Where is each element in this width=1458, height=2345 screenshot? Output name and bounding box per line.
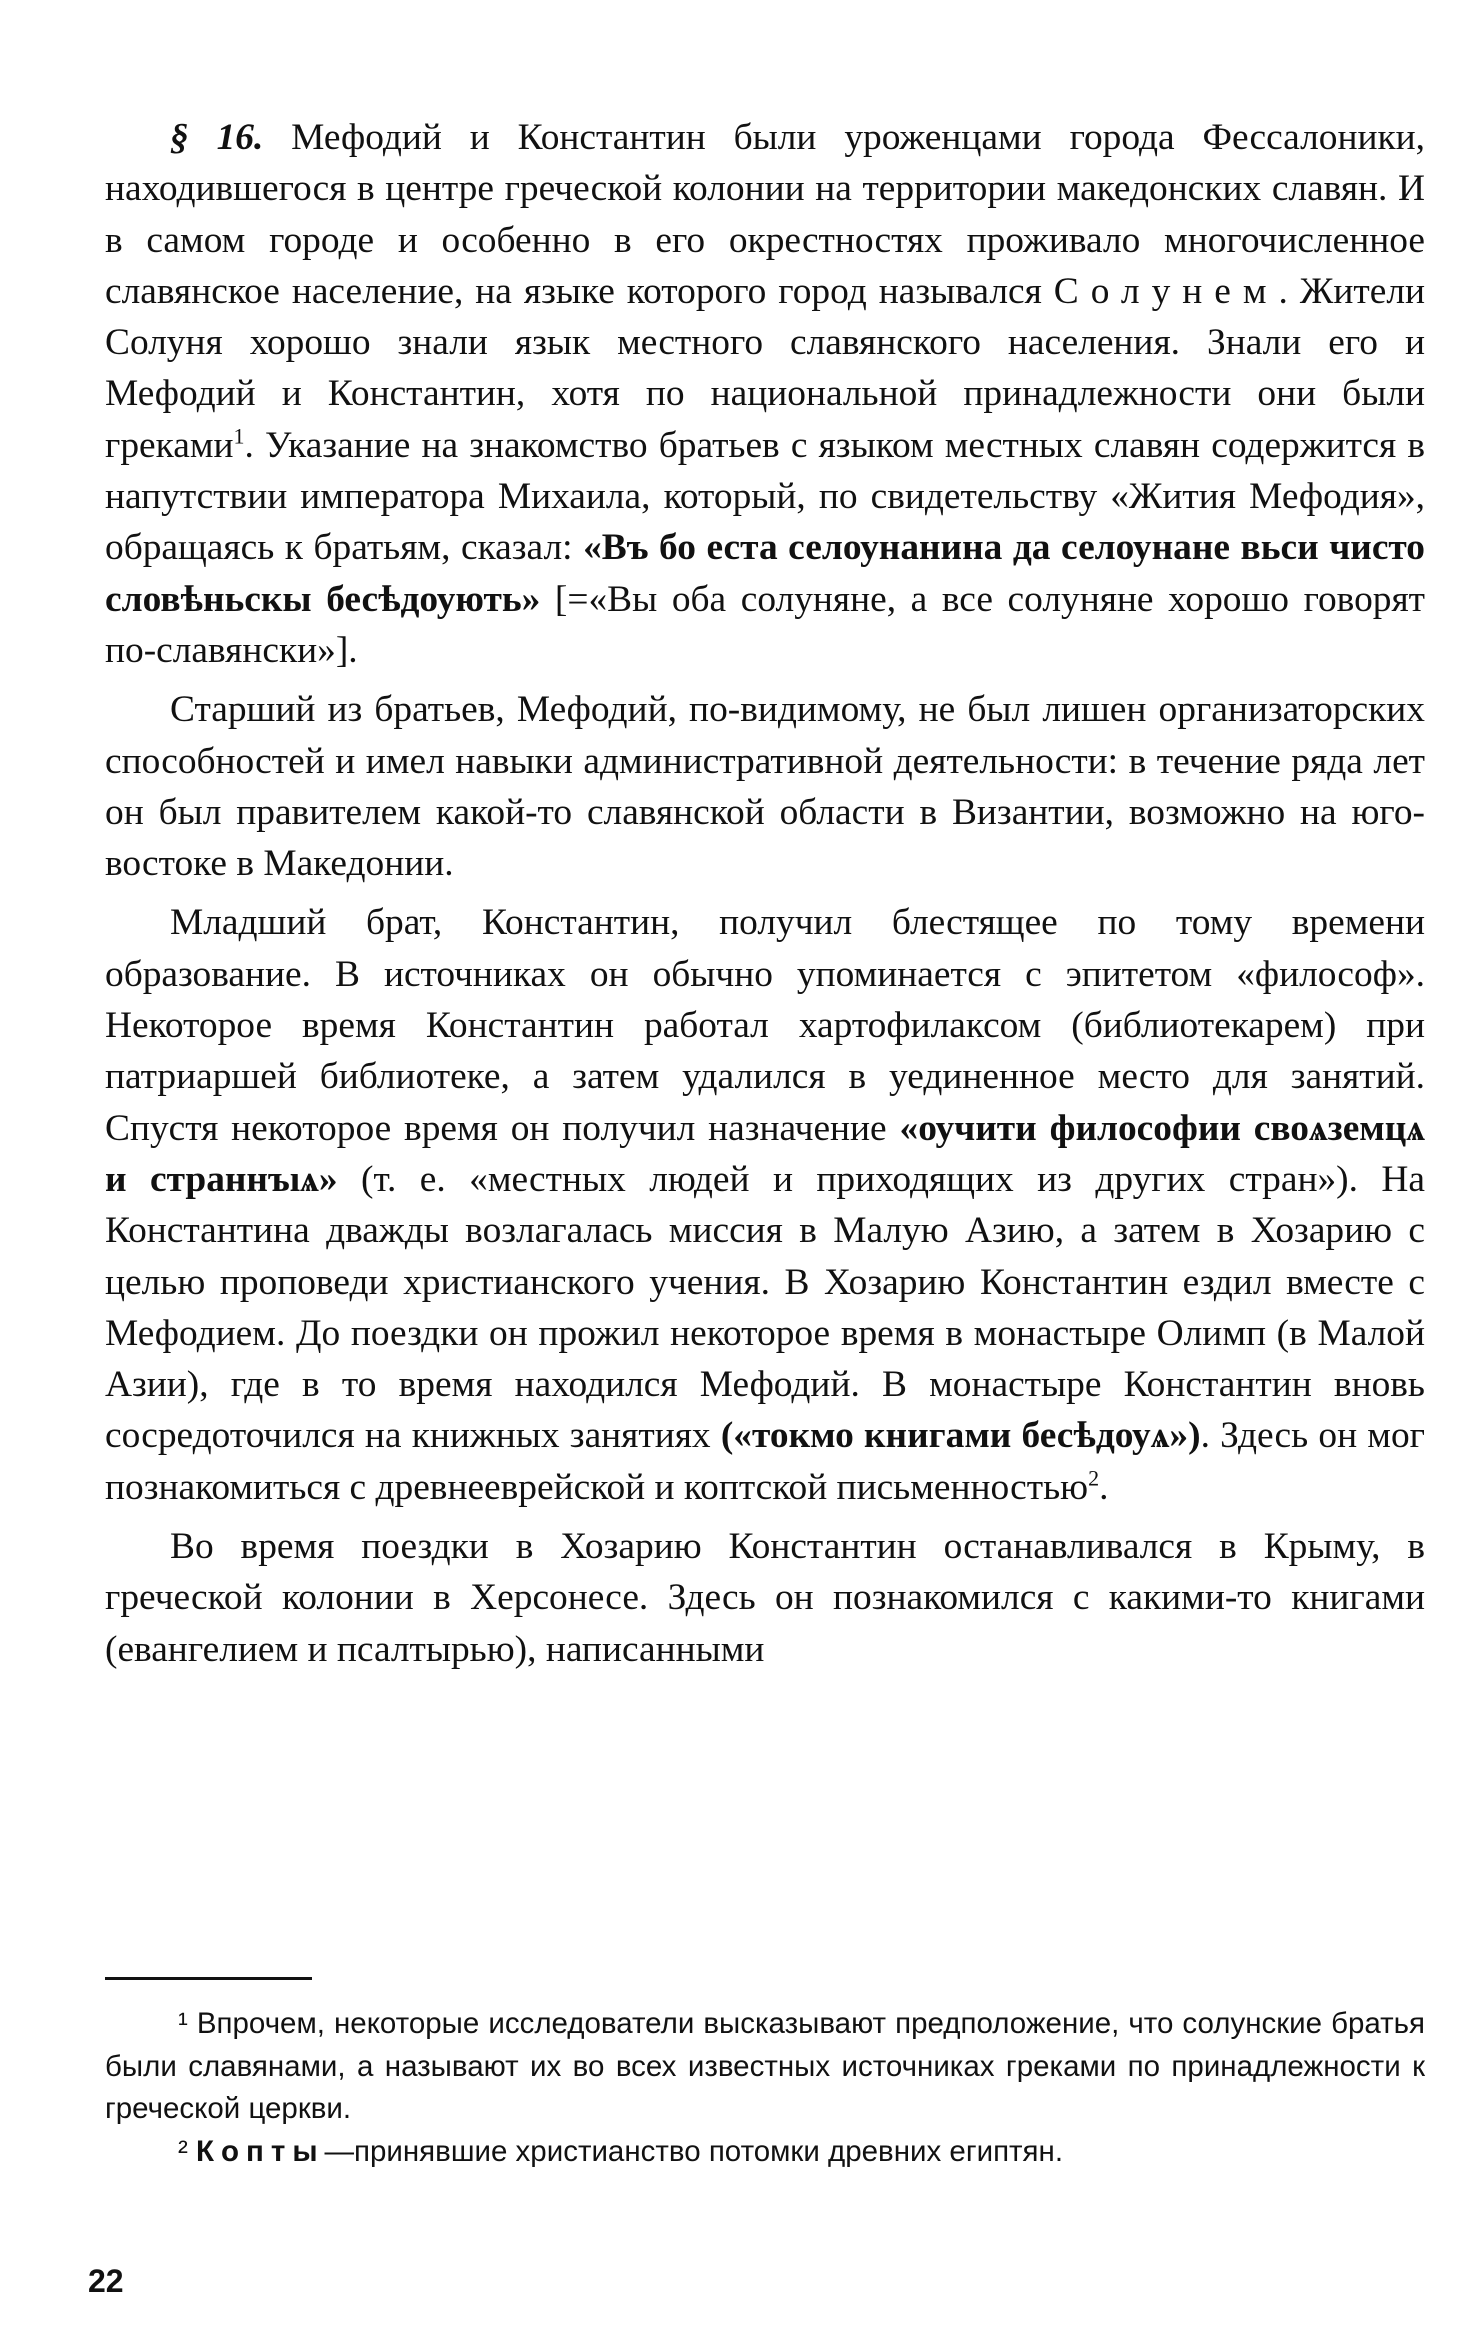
city-name-spaced: Солунем (1053, 270, 1279, 312)
main-text (105, 112, 1425, 1683)
footnote-divider (105, 1977, 312, 1980)
paragraph-2: Старший из братьев, Мефодий, по-видимому, не был лишен организаторских способностей и имел навыки административной деятельности: в течение ряда лет он был правителем какой-то славянской области в Византии, возможно на юго-востоке в Македонии. (105, 689, 1425, 885)
footnotes (105, 2003, 1425, 2173)
slavonic-quote-3: («токмо книгами бесѣдоуѧ») (720, 1415, 1201, 1457)
footnote-2-term: Копты (196, 2134, 325, 2168)
paragraph-3-text-b: (т. е. «местных людей и приходящих из других стран»). На Константина дважды возлагалась миссия в Малую Азию, а затем в Хозарию с целью проповеди христианского учения. В Хозарию Константин ездил вместе с Мефодием. До поездки он прожил некоторое время в монастыре Олимп (в Малой Азии), где в то время находился Мефодий. В монастыре Константин вновь сосредоточился на книжных занятиях (105, 1158, 1426, 1457)
page-number: 22 (88, 2263, 124, 2299)
slavonic-quote-2: «оучити философии своѧземцѧ и страннъıѧ» (105, 1107, 1426, 1200)
paragraph-1-text-c: . Указание на знакомство братьев с языком местных славян содержится в напутствии императора Михаила, который, по свидетельству «Жития Мефодия», обращаясь к братьям, сказал: (105, 424, 1425, 569)
paragraph-1-text-b: . Жители Солуня хорошо знали язык местного славянского населения. Знали его и Мефодий и Константин, хотя по национальной принадлежности они были греками (105, 270, 1425, 466)
footnote-1: ¹ Впрочем, некоторые исследователи высказывают предположение, что солунские братья были славянами, а называют их во всех известных источниках греками по принадлежности к греческой церкви. (105, 2007, 1425, 2125)
footnote-2-text: —принявшие христианство потомки древних египтян. (324, 2134, 1064, 2168)
footnote-2 (105, 2131, 1425, 2174)
slavonic-quote-1: «Въ бо еста селоунанина да селоунане вьси чисто словѣньскы бесѣдоують» (105, 527, 1425, 620)
paragraph-3-text-d: . (1099, 1466, 1109, 1508)
paragraph-3 (105, 897, 1425, 1513)
footnote-2-mark: ² (178, 2134, 188, 2168)
paragraph-1-text-a: Мефодий и Константин были уроженцами города Фессалоники, находившегося в центре греческой колонии на территории македонских славян. И в самом городе и особенно в его окрестностях проживало многочисленное славянское население, на языке которого город назывался (105, 117, 1426, 312)
paragraph-1 (105, 112, 1425, 676)
paragraph-1-text-d: [=«Вы оба солуняне, а все солуняне хорошо говорят по-славянски»]. (105, 578, 1426, 671)
paragraph-3-text-c: . Здесь он мог познакомиться с древнееврейской и коптской письменностью (105, 1415, 1425, 1508)
paragraph-3-text-a: Младший брат, Константин, получил блестящее по тому времени образование. В источниках он обычно упоминается с эпитетом «философ». Некоторое время Константин работал хартофилаксом (библиотекарем) при патриаршей библиотеке, а затем удалился в уединенное место для занятий. Спустя некоторое время он получил назначение (105, 902, 1425, 1149)
footnote-ref-2: 2 (1088, 1465, 1100, 1491)
section-number: § 16. (170, 117, 264, 158)
paragraph-4: Во время поездки в Хозарию Константин останавливался в Крыму, в греческой колонии в Херсонесе. Здесь он познакомился с какими-то книгами (евангелием и псалтырью), написанными (105, 1526, 1425, 1670)
footnote-ref-1: 1 (233, 423, 245, 449)
